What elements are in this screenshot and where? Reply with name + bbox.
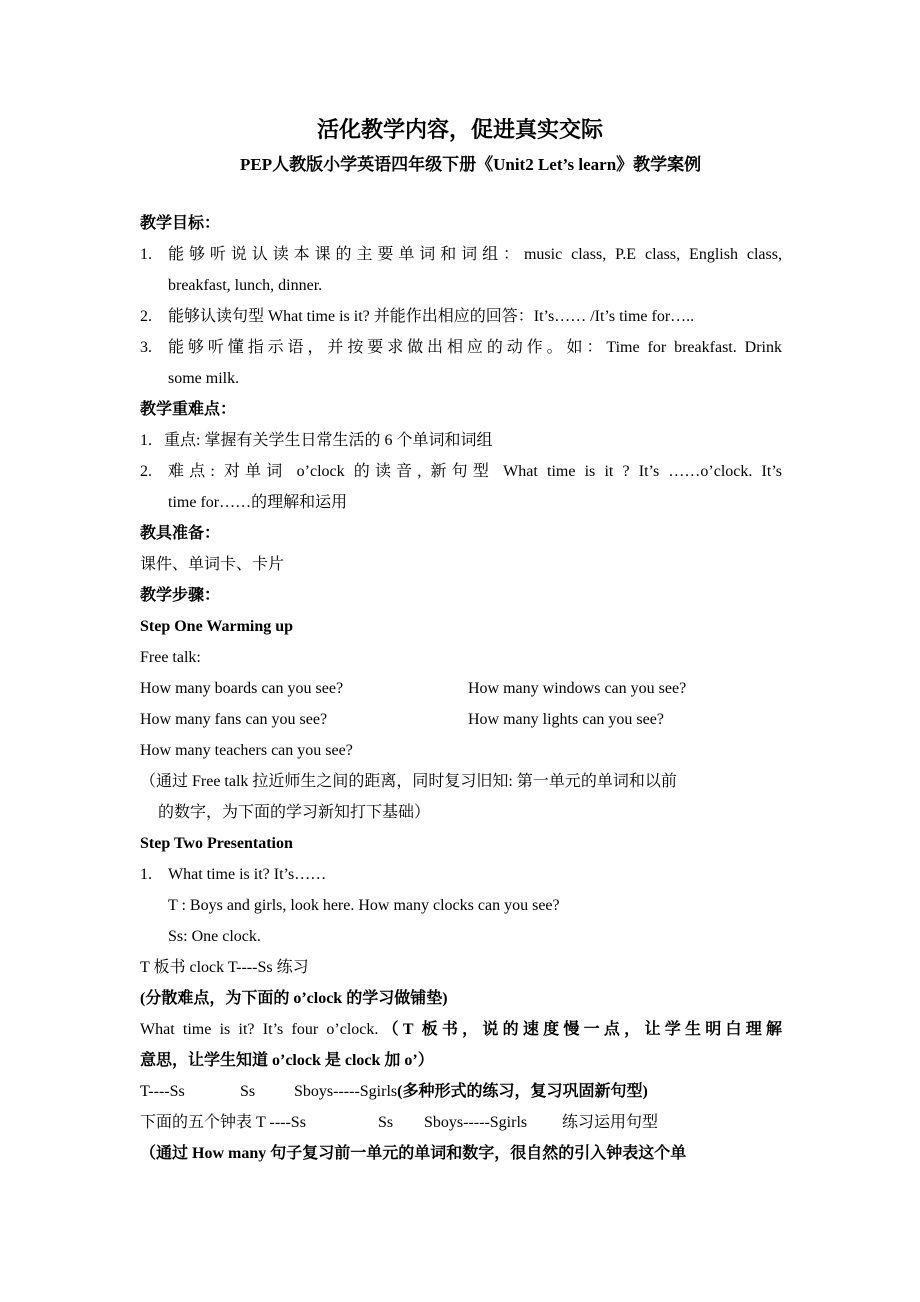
document-title: 活化教学内容，促进真实交际 (316, 118, 603, 143)
document-subtitle: PEP人教版小学英语四年级下册《Unit2 Let’s learn》教学案例 (240, 155, 702, 174)
dialog-students: Ss: One clock. (168, 928, 261, 945)
question-row: How many fans can you see? How many lights can you see? (140, 711, 664, 728)
steps-heading: 教学步骤： (140, 587, 221, 604)
keypoint-item-continuation: time for……的理解和运用 (168, 494, 348, 511)
materials-heading: 教具准备： (140, 525, 221, 542)
objective-item: 1. 能够听说认读本课的主要单词和词组：music class, P.E class, English class, (140, 246, 782, 263)
objective-item: 2. 能够认读句型 What time is it? 并能作出相应的回答：It’s…… /It’s time for….. (140, 308, 695, 325)
board-line: T 板书 clock T----Ss 练习 (140, 959, 309, 976)
step-one-heading: Step One Warming up (140, 618, 294, 635)
drill-row: 下面的五个钟表 T ----Ss Ss Sboys-----Sgirls 练习运用句型 (140, 1114, 659, 1131)
step-one-note: （通过 Free talk 拉近师生之间的距离，同时复习旧知: 第一单元的单词和以前 (140, 773, 677, 790)
question-line: How many teachers can you see? (140, 742, 353, 759)
objective-item-continuation: some milk. (168, 370, 240, 387)
document-body (140, 208, 782, 1169)
step-two-heading: Step Two Presentation (140, 835, 293, 852)
drill-row: T----Ss Ss Sboys-----Sgirls(多种形式的练习，复习巩固新句型) (140, 1083, 648, 1100)
dialog-teacher: T : Boys and girls, look here. How many clocks can you see? (168, 897, 560, 914)
free-talk-label: Free talk: (140, 649, 201, 666)
step-two-line-b: 意思，让学生知道 o’clock 是 clock 加 o’） (140, 1052, 434, 1069)
step-one-note-continuation: 的数字，为下面的学习新知打下基础） (158, 804, 431, 821)
question-row: How many boards can you see? How many windows can you see? (140, 680, 687, 697)
keypoint-item: 2. 难点: 对单词 o’clock 的读音, 新句型 What time is it ? It’s ……o’clock. It’s (140, 463, 782, 480)
objective-item-continuation: breakfast, lunch, dinner. (168, 277, 323, 294)
objectives-heading: 教学目标： (140, 215, 221, 232)
step-two-line-a: What time is it? It’s four o’clock.（T 板书，说的速度慢一点，让学生明白理解 (140, 1021, 783, 1038)
keypoint-item: 1. 重点: 掌握有关学生日常生活的 6 个单词和词组 (140, 432, 493, 449)
keypoints-heading: 教学重难点： (140, 401, 237, 418)
step-two-item: 1. What time is it? It’s…… (140, 866, 327, 883)
step-two-note: (分散难点，为下面的 o’clock 的学习做铺垫) (140, 990, 448, 1007)
materials-text: 课件、单词卡、卡片 (140, 556, 285, 573)
step-two-last-note: （通过 How many 句子复习前一单元的单词和数字，很自然的引入钟表这个单 (140, 1145, 687, 1162)
objective-item: 3. 能够听懂指示语，并按要求做出相应的动作。如：Time for breakfast. Drink (140, 339, 782, 356)
